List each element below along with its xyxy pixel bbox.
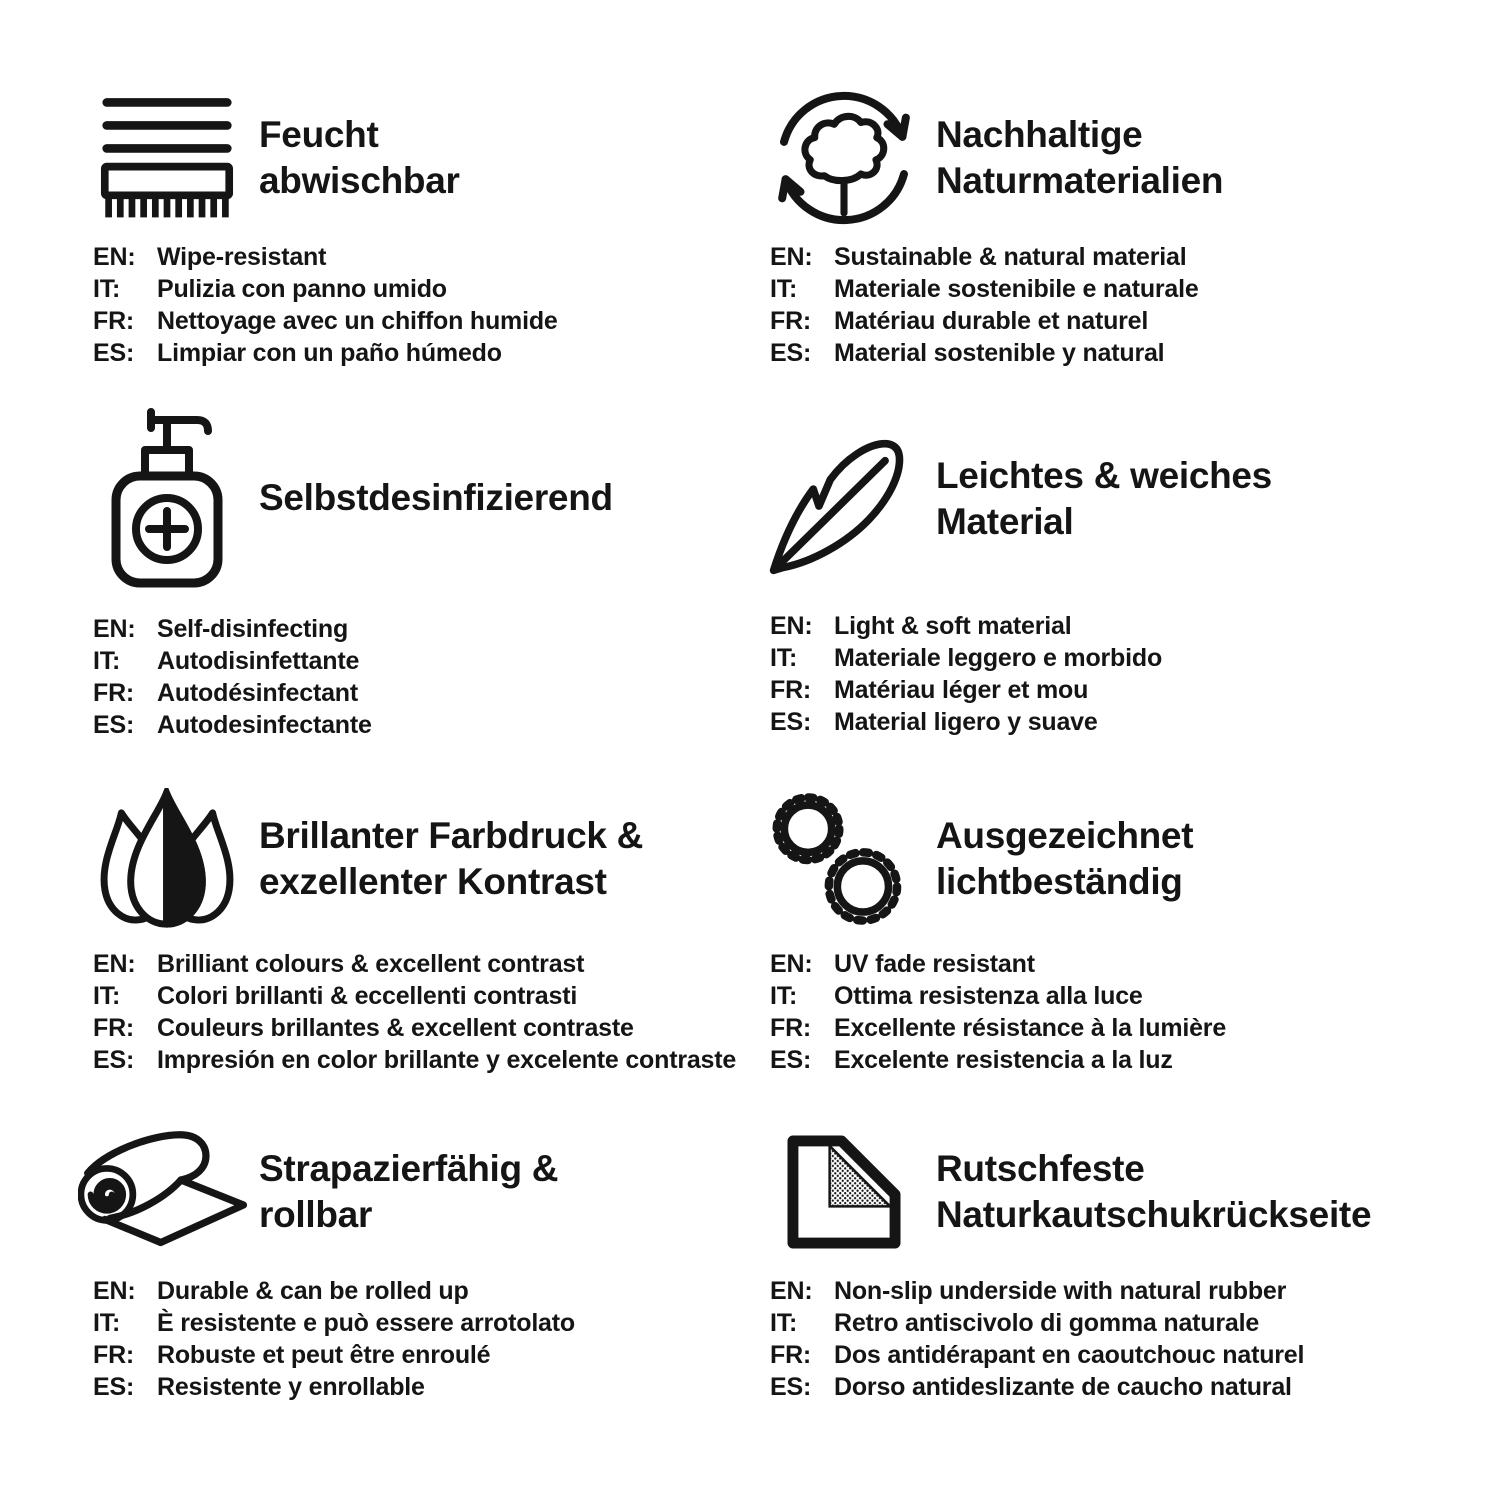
sustainable-cycle-icon	[770, 87, 918, 229]
language-label: ES:	[770, 1046, 812, 1074]
translation-list	[93, 1278, 753, 1400]
feature-section-light-soft	[770, 413, 1486, 735]
translation-text: Excellente résistance à la lumière	[834, 1014, 1227, 1042]
language-label: FR:	[93, 1014, 135, 1042]
feature-header	[93, 1126, 753, 1258]
feature-header	[93, 405, 753, 590]
language-label: IT:	[770, 644, 798, 672]
feature-header	[770, 1126, 1486, 1258]
translation-text: Autodésinfectant	[157, 679, 358, 707]
feature-title: Leichtes & weiches Material	[936, 455, 1272, 542]
feature-section-disinfecting	[93, 405, 753, 738]
feature-title: Brillanter Farbdruck & exzellenter Kontrast	[259, 815, 644, 902]
language-label: FR:	[770, 307, 812, 335]
feature-title: Strapazierfähig & rollbar	[259, 1148, 559, 1235]
language-label: ES:	[770, 708, 812, 736]
feature-header	[770, 413, 1486, 585]
language-label: EN:	[770, 612, 813, 640]
translation-text: Nettoyage avec un chiffon humide	[157, 307, 558, 335]
translation-list	[770, 1278, 1486, 1400]
translation-text: Non-slip underside with natural rubber	[834, 1277, 1287, 1305]
language-label: IT:	[93, 647, 121, 675]
language-label: FR:	[93, 679, 135, 707]
language-label: FR:	[93, 307, 135, 335]
translation-text: Ottima resistenza alla luce	[834, 982, 1143, 1010]
translation-list	[93, 616, 753, 738]
language-label: FR:	[770, 1014, 812, 1042]
feature-title: Feucht abwischbar	[259, 114, 460, 201]
language-label: FR:	[770, 1341, 812, 1369]
feature-title: Selbstdesinfizierend	[259, 476, 613, 518]
translation-text: Dos antidérapant en caoutchouc naturel	[834, 1341, 1305, 1369]
feature-title: Ausgezeichnet lichtbeständig	[936, 815, 1194, 902]
uv-gears-icon	[770, 788, 918, 930]
nonslip-corner-icon	[770, 1135, 918, 1249]
translation-text: Matériau durable et naturel	[834, 307, 1149, 335]
wipe-brush-icon	[93, 94, 241, 222]
language-label: EN:	[770, 243, 813, 271]
language-label: ES:	[93, 1046, 135, 1074]
translation-text: Excelente resistencia a la luz	[834, 1046, 1173, 1074]
translation-text: Couleurs brillantes & excellent contraste	[157, 1014, 634, 1042]
feature-header	[93, 785, 773, 933]
language-label: IT:	[770, 1309, 798, 1337]
feature-header	[770, 88, 1486, 228]
feature-section-colours	[93, 785, 773, 1073]
feather-icon	[770, 421, 918, 577]
feature-title: Rutschfeste Naturkautschukrückseite	[936, 1148, 1372, 1235]
language-label: EN:	[770, 950, 813, 978]
rolled-mat-icon	[93, 1129, 241, 1255]
language-label: IT:	[770, 275, 798, 303]
language-label: FR:	[93, 1341, 135, 1369]
translation-text: Self-disinfecting	[157, 615, 349, 643]
translation-text: Impresión en color brillante y excelente contraste	[157, 1046, 737, 1074]
translation-text: Materiale leggero e morbido	[834, 644, 1163, 672]
language-label: FR:	[770, 676, 812, 704]
language-label: ES:	[93, 1373, 135, 1401]
translation-text: Retro antiscivolo di gomma naturale	[834, 1309, 1260, 1337]
translation-text: Wipe-resistant	[157, 243, 327, 271]
feature-section-wipeable	[93, 88, 753, 366]
translation-text: Matériau léger et mou	[834, 676, 1089, 704]
language-label: ES:	[770, 1373, 812, 1401]
feature-title: Nachhaltige Naturmaterialien	[936, 114, 1224, 201]
language-label: ES:	[93, 339, 135, 367]
feature-section-sustainable	[770, 88, 1486, 366]
language-label: IT:	[93, 275, 121, 303]
language-label: ES:	[770, 339, 812, 367]
feature-section-nonslip	[770, 1126, 1486, 1400]
feature-section-uv-resistant	[770, 785, 1486, 1073]
translation-text: Material sostenible y natural	[834, 339, 1165, 367]
translation-text: Limpiar con un paño húmedo	[157, 339, 502, 367]
feature-header	[770, 785, 1486, 933]
feature-header	[93, 88, 753, 228]
translation-text: Resistente y enrollable	[157, 1373, 425, 1401]
language-label: EN:	[93, 1277, 136, 1305]
translation-list	[770, 613, 1486, 735]
language-label: IT:	[93, 982, 121, 1010]
translation-text: Dorso antideslizante de caucho natural	[834, 1373, 1292, 1401]
language-label: EN:	[93, 615, 136, 643]
translation-text: Robuste et peut être enroulé	[157, 1341, 491, 1369]
language-label: EN:	[93, 950, 136, 978]
language-label: EN:	[770, 1277, 813, 1305]
translation-text: Sustainable & natural material	[834, 243, 1187, 271]
language-label: EN:	[93, 243, 136, 271]
language-label: IT:	[93, 1309, 121, 1337]
translation-text: Pulizia con panno umido	[157, 275, 447, 303]
translation-list	[93, 951, 773, 1073]
translation-text: Light & soft material	[834, 612, 1072, 640]
language-label: ES:	[93, 711, 135, 739]
translation-text: Materiale sostenibile e naturale	[834, 275, 1199, 303]
color-drops-icon	[93, 788, 241, 930]
translation-text: È resistente e può essere arrotolato	[157, 1309, 575, 1337]
translation-list	[770, 244, 1486, 366]
self-disinfecting-icon	[93, 408, 241, 588]
feature-section-rollable	[93, 1126, 753, 1400]
translation-text: Autodisinfettante	[157, 647, 360, 675]
translation-text: Durable & can be rolled up	[157, 1277, 469, 1305]
translation-list	[93, 244, 753, 366]
translation-text: UV fade resistant	[834, 950, 1035, 978]
translation-text: Autodesinfectante	[157, 711, 372, 739]
language-label: IT:	[770, 982, 798, 1010]
translation-text: Colori brillanti & eccellenti contrasti	[157, 982, 578, 1010]
translation-text: Material ligero y suave	[834, 708, 1098, 736]
translation-list	[770, 951, 1486, 1073]
translation-text: Brilliant colours & excellent contrast	[157, 950, 585, 978]
